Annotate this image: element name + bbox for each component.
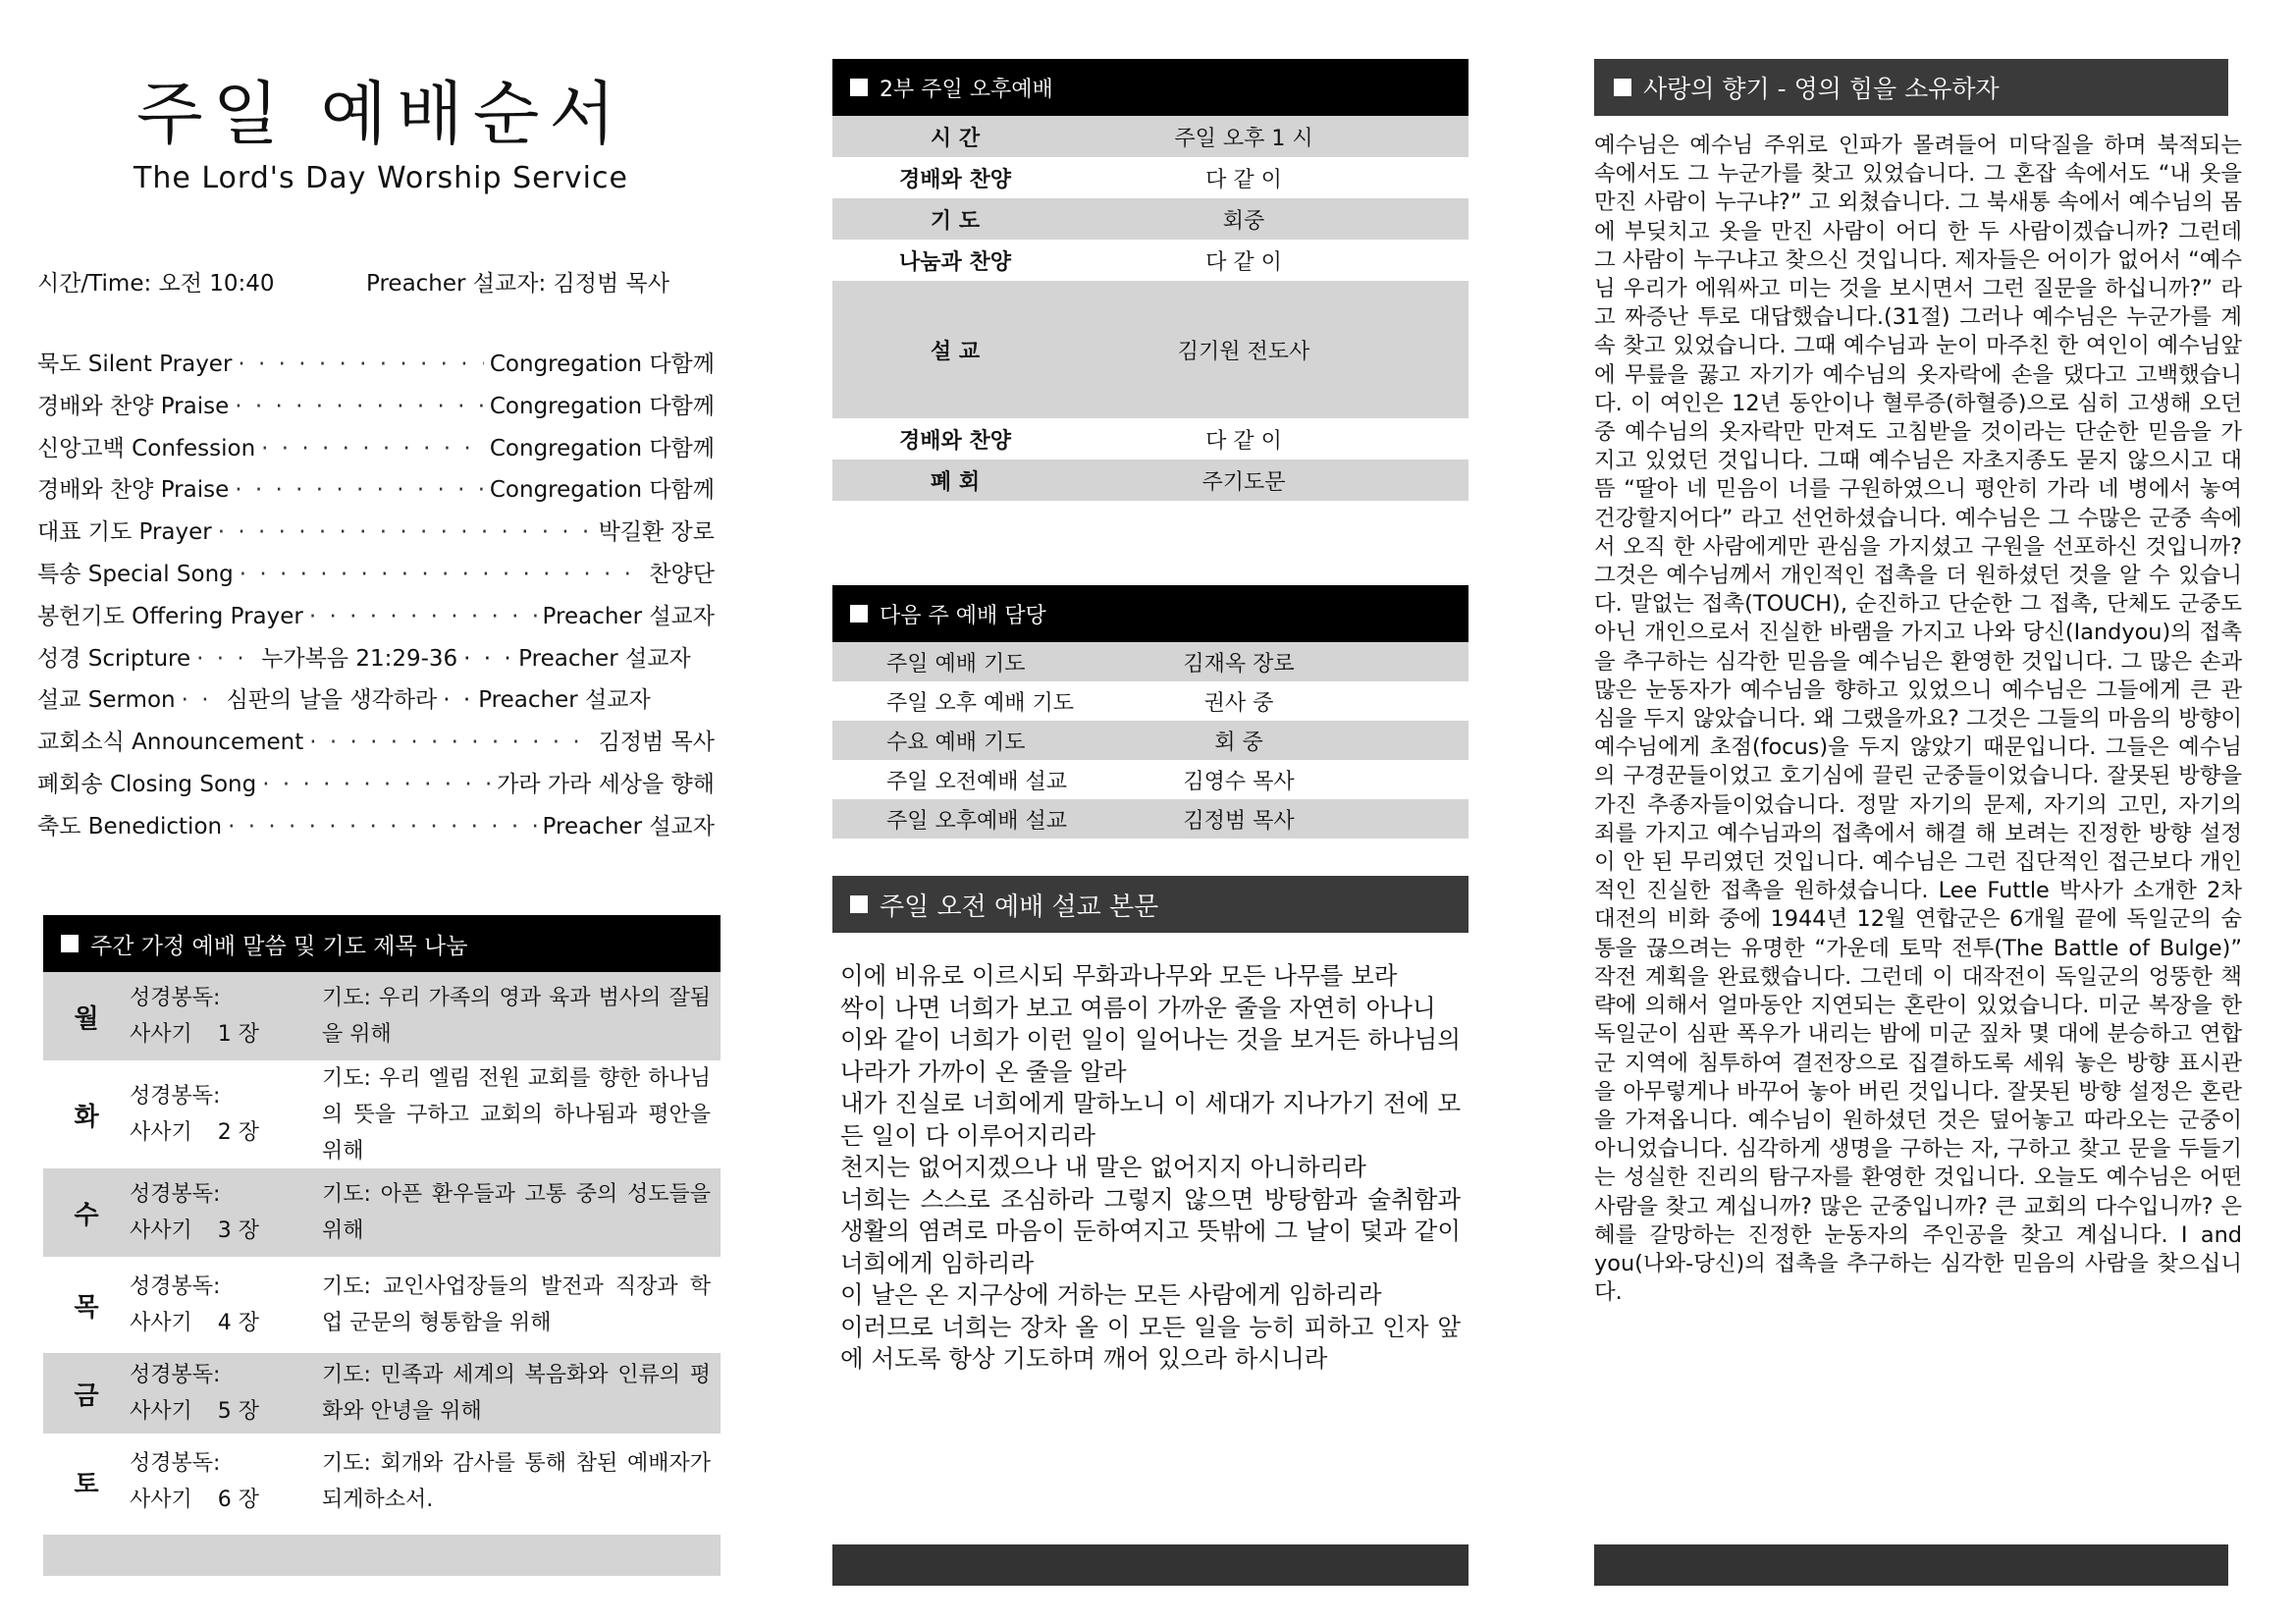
prayer-topic: 기도: 우리 가족의 영과 육과 범사의 잘됨을 위해: [322, 986, 711, 1047]
afternoon-item: 설 교: [930, 339, 981, 364]
reading-cell: [130, 1176, 322, 1249]
next-week-header: [832, 585, 1468, 642]
reading-book: 사사기: [130, 1120, 192, 1145]
order-item: [37, 514, 715, 556]
order-item-label: 봉헌기도 Offering Prayer: [37, 603, 303, 629]
reading-label: 성경봉독:: [130, 1084, 221, 1109]
square-bullet-icon: [1614, 79, 1631, 96]
weekday-label: 금: [74, 1380, 99, 1411]
weekly-row-tue: [43, 1060, 721, 1168]
reading-chapter: 3 장: [217, 1218, 260, 1243]
duty-role: 주일 오후예배 설교: [886, 808, 1068, 834]
order-item-leader: 김정범 목사: [598, 730, 715, 756]
reading-chapter: 1 장: [217, 1022, 260, 1047]
duty-role: 주일 오전예배 설교: [886, 769, 1068, 794]
leader-dots: [196, 646, 255, 672]
afternoon-service-table: [832, 59, 1468, 501]
reading-label: 성경봉독:: [130, 986, 221, 1010]
scripture-verse: 내가 진실로 너희에게 말하노니 이 세대가 지나가기 전에 모든 일이 다 이루어지리라: [840, 1089, 1461, 1150]
afternoon-item: 경배와 찬양: [899, 167, 1011, 192]
order-item: [37, 598, 715, 640]
order-item-leader: Preacher 설교자: [542, 813, 715, 839]
afternoon-row: [832, 460, 1468, 501]
reading-label: 성경봉독:: [130, 1451, 221, 1476]
order-item-label: 성경 Scripture: [37, 645, 191, 672]
duty-row: [832, 799, 1468, 839]
order-item-leader: Preacher 설교자: [478, 687, 651, 714]
afternoon-row: [832, 157, 1468, 198]
scripture-verse: 싹이 나면 너희가 보고 여름이 가까운 줄을 자연히 아나니: [840, 993, 1436, 1022]
weekly-row-fri: [43, 1353, 721, 1434]
duty-person: 김영수 목사: [1183, 769, 1295, 794]
footer-bar: [832, 1544, 1468, 1586]
leader-dots: [443, 687, 472, 713]
square-bullet-icon: [61, 935, 79, 952]
page-title: 주일 예배순서: [136, 74, 625, 154]
scripture-verse: 이에 비유로 이르시되 무화과나무와 모든 나무를 보라: [840, 961, 1398, 990]
duty-person: 김정범 목사: [1183, 808, 1295, 834]
next-week-title: 다음 주 예배 담당: [880, 603, 1046, 628]
afternoon-item: 시 간: [930, 126, 981, 151]
order-item-leader: Congregation 다함께: [489, 393, 715, 419]
duty-row: [832, 760, 1468, 799]
preacher-name: Preacher 설교자: 김정범 목사: [366, 271, 669, 297]
square-bullet-icon: [850, 895, 868, 913]
order-item-label: 묵도 Silent Prayer: [37, 352, 233, 377]
order-item: [37, 556, 715, 598]
order-item-leader: 박길환 장로: [598, 519, 715, 546]
weekly-row-wed: [43, 1168, 721, 1257]
sermon-text-title: 주일 오전 예배 설교 본문: [880, 892, 1159, 922]
afternoon-value: 회중: [1222, 208, 1265, 234]
duty-role: 수요 예배 기도: [886, 730, 1026, 755]
weekly-row-sat: [43, 1434, 721, 1530]
order-item: [37, 766, 715, 808]
afternoon-row: [832, 116, 1468, 157]
order-item-label: 경배와 찬양 Praise: [37, 477, 230, 504]
order-item-label: 축도 Benediction: [37, 813, 223, 839]
leader-dots: [261, 436, 484, 461]
leader-dots: [238, 352, 483, 377]
weekday-label: 월: [74, 1003, 99, 1034]
sermon-scripture-text: [840, 960, 1461, 1376]
duty-row: [832, 681, 1468, 721]
reading-label: 성경봉독:: [130, 1274, 221, 1299]
duty-person: 김재옥 장로: [1183, 651, 1295, 677]
order-item-label: 대표 기도 Prayer: [37, 519, 212, 546]
reading-label: 성경봉독:: [130, 1363, 221, 1387]
weekday-label: 토: [74, 1469, 99, 1499]
worship-order-list: [37, 346, 715, 850]
afternoon-service-title: 2부 주일 오후예배: [880, 77, 1053, 102]
order-item: [37, 681, 715, 724]
reading-chapter: 5 장: [217, 1399, 260, 1424]
weekday-label: 화: [74, 1102, 99, 1132]
essay-body: 예수님은 예수님 주위로 인파가 몰려들어 미닥질을 하며 북적되는 속에서도 그 누군가를 찾고 있었습니다. 그 혼잡 속에서도 “내 옷을 만진 사람이 누구냐?” 고 외쳤습니다. 그 북새통 속에서 예수님의 몸에 부딪치고 옷을 만진 사람이 어디 한 두 사람이겠습니까? 그런데 그 사람이 누구냐고 찾으신 것입니다. 제자들은 어이가 없어서 “예수님 우리가 에워싸고 미는 것을 보시면서 그런 질문을 하십니까?” 라고 짜증난 투로 대답했습니다.(31절) 그러나 예수님은 누군가를 계속 찾고 있었습니다. 그때 예수님과 눈이 마주친 한 여인이 예수님앞에 무릎을 꿇고 자기가 예수님의 옷자락에 손을 댔다고 고백했습니다. 이 여인은 12년 동안이나 혈루증(하혈증)으로 심히 고생해 오던 중 예수님의 옷자락만 만져도 고침받을 것이라는 단순한 믿음을 가지고 있었던 것입니다. 그때 예수님은 자초지종도 묻지 않으시고 대뜸 “딸아 네 믿음이 너를 구원하였으니 평안히 가라 네 병에서 놓여 건강할지어다” 라고 선언하셨습니다. 예수님은 그 수많은 군중 속에서 오직 한 사람에게만 관심을 가지셨고 구원을 선포하신 것입니까? 그것은 예수님께서 개인적인 접촉을 더 원하셨던 것을 알 수 있습니다. 말없는 접촉(TOUCH), 순진하고 단순한 그 접촉, 단체도 군중도 아닌 개인으로서 진실한 바램을 가지고 나와 당신(Iandyou)의 접촉을 추구하는 심각한 믿음을 예수님은 환영한 것입니다. 그 많은 손과 많은 눈동자가 예수님을 향하고 있었으니 예수님은 그들에게 큰 관심을 두지 않았습니다. 왜 그랬을까요? 그것은 그들의 마음의 방향이 예수님에게 초점(focus)을 두지 않았기 때문입니다. 그들은 예수님의 구경꾼들이었고 호기심에 끌린 군중들이었습니다. 잘못된 방향을 가진 추종자들이었습니다. 정말 자기의 문제, 자기의 고민, 자기의 죄를 가지고 예수님과의 접촉에서 해결 해 보려는 진정한 방향 설정이 안 된 무리였던 것입니다. 예수님은 그런 집단적인 접근보다 개인적인 진실한 접촉을 원하셨습니다. Lee Futtle 박사가 소개한 2차 대전의 비화 중에 1944년 12월 연합군은 6개월 끝에 독일군의 숨통을 끊으려는 유명한 “가운데 토막 전투(The Battle of Bulge)” 작전 계획을 완료했습니다. 그런데 이 대작전이 독일군의 엉뚱한 책략에 의해서 얼마동안 지연되는 혼란이 있었습니다. 미군 복장을 한 독일군이 심판 폭우가 내리는 밤에 미군 짚차 몇 대에 분승하고 연합군 지역에 침투하여 결전장으로 집결하도록 세워 놓은 방향 표시관을 아무렇게나 바꾸어 놓아 버린 것입니다. 잘못된 방향 설정은 혼란을 가져옵니다. 예수님이 원하셨던 것은 덮어놓고 따라오는 군중이 아니었습니다. 심각하게 생명을 구하는 자, 구하고 찾고 문을 두들기는 성실한 진리의 탐구자를 환영한 것입니다. 오늘도 예수님은 어떤 사람을 찾고 계십니까? 많은 군중입니까? 큰 교회의 다수입니까? 은혜를 갈망하는 진정한 눈동자의 주인공을 찾고 계십니다. I and you(나와-당신)의 접촉을 추구하는 심각한 믿음의 사람을 찾으십니다.: [1594, 133, 2242, 1306]
weekday-label: 수: [74, 1200, 99, 1230]
afternoon-item: 폐 회: [930, 469, 981, 495]
duty-person: 회 중: [1214, 730, 1263, 755]
order-item-leader: 찬양단: [649, 561, 715, 587]
weekly-row-mon: [43, 972, 721, 1060]
leader-dots: [262, 772, 491, 797]
order-item: [37, 346, 715, 388]
order-item-label: 경배와 찬양 Praise: [37, 393, 230, 419]
square-bullet-icon: [850, 79, 868, 96]
order-item-label: 폐회송 Closing Song: [37, 771, 257, 797]
order-item-leader: Congregation 다함께: [489, 435, 715, 461]
weekly-devotion-table: [43, 915, 721, 1530]
reading-book: 사사기: [130, 1488, 192, 1512]
order-item-leader: Preacher 설교자: [518, 645, 691, 672]
afternoon-service-header: [832, 59, 1468, 116]
scripture-verse: 이러므로 너희는 장차 올 이 모든 일을 능히 피하고 인자 앞에 서도록 항상 기도하며 깨어 있으라 하시니라: [840, 1312, 1461, 1373]
leader-dots: [309, 730, 592, 755]
order-item: [37, 471, 715, 514]
scripture-verse: 천지는 없어지겠으나 내 말은 없어지지 아니하리라: [840, 1153, 1366, 1181]
order-item-leader: 가라 가라 세상을 향해: [497, 771, 715, 797]
duty-person: 권사 중: [1203, 690, 1274, 716]
order-item: [37, 388, 715, 430]
reading-cell: [130, 1269, 322, 1341]
scripture-verse: 이와 같이 너희가 이런 일이 일어나는 것을 보거든 하나님의 나라가 가까이 온 줄을 알라: [840, 1025, 1461, 1086]
weekly-devotion-title: 주간 가정 예배 말씀 및 기도 제목 나눔: [90, 933, 468, 959]
afternoon-value: 다 같 이: [1205, 249, 1282, 275]
essay-title: 사랑의 향기 - 영의 힘을 소유하자: [1643, 75, 2000, 103]
afternoon-item: 경배와 찬양: [899, 428, 1011, 454]
leader-dots: [218, 519, 593, 545]
reading-cell: [130, 1357, 322, 1430]
footer-bar: [43, 1535, 721, 1576]
afternoon-value: 주기도문: [1201, 469, 1286, 495]
order-item-leader: Congregation 다함께: [489, 477, 715, 504]
duty-role: 주일 오후 예배 기도: [886, 690, 1074, 716]
prayer-topic: 기도: 교인사업장들의 발전과 직장과 학업 군문의 형통함을 위해: [322, 1274, 711, 1335]
reading-chapter: 4 장: [217, 1311, 260, 1335]
prayer-topic: 기도: 회개와 감사를 통해 참된 예배자가 되게하소서.: [322, 1451, 711, 1512]
order-item: [37, 808, 715, 850]
afternoon-value: 다 같 이: [1205, 167, 1282, 192]
afternoon-row: [832, 281, 1468, 418]
service-time-line: [37, 265, 724, 298]
order-item: [37, 724, 715, 766]
reading-book: 사사기: [130, 1022, 192, 1047]
order-item-label: 설교 Sermon: [37, 687, 176, 714]
scripture-verse: 이 날은 온 지구상에 거하는 모든 사람에게 임하리라: [840, 1280, 1382, 1309]
afternoon-item: 나눔과 찬양: [899, 249, 1011, 275]
page-subtitle: The Lord's Day Worship Service: [133, 161, 628, 195]
leader-dots: [235, 394, 484, 419]
prayer-topic: 기도: 우리 엘림 전원 교회를 향한 하나님의 뜻을 구하고 교회의 하나됨과 평안을 위해: [322, 1065, 711, 1164]
afternoon-value: 주일 오후 1 시: [1174, 126, 1313, 151]
reading-cell: [130, 980, 322, 1053]
sermon-text-header-block: [832, 876, 1468, 933]
square-bullet-icon: [850, 605, 868, 623]
afternoon-row: [832, 240, 1468, 281]
order-item-label: 특송 Special Song: [37, 561, 234, 587]
leader-dots: [240, 562, 644, 587]
weekday-label: 목: [74, 1292, 99, 1323]
order-item-detail: 심판의 날을 생각하라: [226, 687, 438, 714]
order-item-leader: Preacher 설교자: [542, 603, 715, 629]
leader-dots: [463, 646, 512, 672]
reading-chapter: 2 장: [217, 1120, 260, 1145]
duty-row: [832, 721, 1468, 760]
leader-dots: [309, 604, 537, 629]
reading-chapter: 6 장: [217, 1488, 260, 1512]
leader-dots: [182, 687, 221, 713]
order-item-detail: 누가복음 21:29-36: [261, 645, 458, 672]
sermon-text-header: [832, 876, 1468, 933]
leader-dots: [235, 477, 484, 503]
next-week-duty-table: [832, 585, 1468, 839]
leader-dots: [228, 814, 536, 839]
afternoon-item: 기 도: [930, 208, 981, 234]
footer-bar: [1594, 1544, 2228, 1586]
order-item-label: 신앙고백 Confession: [37, 435, 256, 461]
order-item: [37, 430, 715, 472]
essay-header: [1594, 59, 2228, 116]
afternoon-value: 다 같 이: [1205, 428, 1282, 454]
reading-book: 사사기: [130, 1311, 192, 1335]
reading-cell: [130, 1078, 322, 1151]
order-item-leader: Congregation 다함께: [489, 352, 715, 377]
reading-book: 사사기: [130, 1218, 192, 1243]
reading-label: 성경봉독:: [130, 1182, 221, 1207]
afternoon-row: [832, 198, 1468, 240]
service-time: 시간/Time: 오전 10:40: [37, 271, 275, 297]
duty-role: 주일 예배 기도: [886, 651, 1026, 677]
scripture-verse: 너희는 스스로 조심하라 그렇지 않으면 방탕함과 술취함과 생활의 염려로 마음이 둔하여지고 뜻밖에 그 날이 덫과 같이 너희에게 임하리라: [840, 1184, 1461, 1277]
weekly-devotion-header: [43, 915, 721, 972]
reading-book: 사사기: [130, 1399, 192, 1424]
afternoon-row: [832, 418, 1468, 460]
afternoon-value: 김기원 전도사: [1177, 339, 1310, 364]
duty-row: [832, 642, 1468, 681]
weekly-row-thu: [43, 1257, 721, 1353]
prayer-topic: 기도: 아픈 환우들과 고통 중의 성도들을 위해: [322, 1182, 711, 1243]
order-item: [37, 640, 715, 682]
reading-cell: [130, 1445, 322, 1518]
order-item-label: 교회소식 Announcement: [37, 730, 304, 756]
prayer-topic: 기도: 민족과 세계의 복음화와 인류의 평화와 안녕을 위해: [322, 1363, 711, 1424]
